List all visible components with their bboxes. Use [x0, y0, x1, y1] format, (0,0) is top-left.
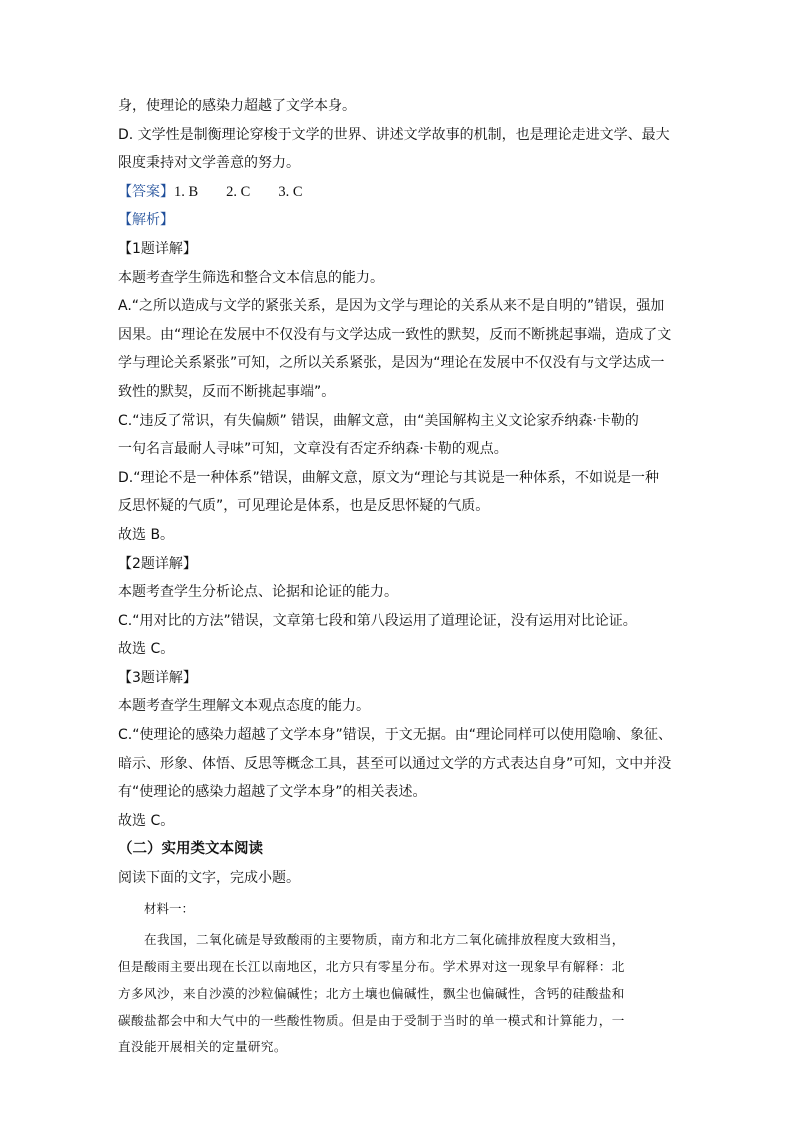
text-line: C.“使理论的感染力超越了文学本身”错误，于文无据。由“理论同样可以使用隐喻、象征、	[118, 727, 672, 744]
text-line: C.“用对比的方法”错误，文章第七段和第八段运用了道理论证，没有运用对比论证。	[118, 612, 637, 629]
text-line: D. 文学性是制衡理论穿梭于文学的世界、讲述文学故事的机制，也是理论走进文学、最大	[118, 126, 670, 143]
material-passage	[118, 927, 684, 1061]
text-line: 本题考查学生筛选和整合文本信息的能力。	[118, 269, 384, 286]
text-line: 故选 B。	[118, 526, 175, 543]
answer-value: 2. C	[226, 183, 251, 200]
text-line: 有“使理论的感染力超越了文学本身”的相关表述。	[118, 784, 427, 801]
material-line: 方多风沙，来自沙漠的沙粒偏碱性；北方土壤也偏碱性，飘尘也偏碱性，含钙的硅酸盐和	[118, 985, 625, 1001]
q3-tag: 【3题详解】	[118, 669, 197, 686]
text-line: 因果。由“理论在发展中不仅没有与文学达成一致性的默契，反而不断挑起事端，造成了文	[118, 326, 672, 343]
q2-tag: 【2题详解】	[118, 555, 197, 572]
text-line: 故选 C。	[118, 812, 175, 829]
material-line: 碳酸盐都会中和大气中的一些酸性物质。但是由于受制于当时的单一模式和计算能力，一	[118, 1012, 625, 1028]
text-line: 一句名言最耐人寻味”可知，文章没有否定乔纳森·卡勒的观点。	[118, 441, 508, 458]
text-line: C.“违反了常识，有失偏颇” 错误，曲解文意，由“美国解构主义文论家乔纳森·卡勒的	[118, 412, 639, 429]
text-line: 致性的默契，反而不断挑起事端”。	[118, 383, 336, 400]
analysis-tag: 【解析】	[118, 212, 174, 229]
material-label: 材料一：	[144, 900, 195, 916]
material-line: 但是酸雨主要出现在长江以南地区，北方只有零星分布。学术界对这一现象早有解释：北	[118, 959, 625, 975]
answer-line	[118, 178, 684, 207]
answer-values	[174, 184, 331, 200]
material-line: 在我国，二氧化硫是导致酸雨的主要物质，南方和北方二氧化硫排放程度大致相当，	[144, 932, 625, 948]
text-line: 故选 C。	[118, 641, 175, 658]
text-line: A.“之所以造成与文学的紧张关系，是因为文学与理论的关系从来不是自明的”错误，强加	[118, 298, 665, 315]
answer-tag: 【答案】	[118, 183, 174, 200]
text-line: 限度秉持对文学善意的努力。	[118, 155, 300, 172]
answer-value: 1. B	[174, 183, 199, 200]
text-line: 本题考查学生分析论点、论据和论证的能力。	[118, 584, 398, 601]
answer-value: 3. C	[278, 183, 303, 200]
section-heading: （二）实用类文本阅读	[118, 841, 263, 858]
text-line: 反思怀疑的气质”，可见理论是体系，也是反思怀疑的气质。	[118, 498, 490, 515]
text-line: 学与理论关系紧张”可知，之所以关系紧张，是因为“理论在发展中不仅没有与文学达成一	[118, 355, 665, 372]
text-line: D.“理论不是一种体系”错误，曲解文意，原文为“理论与其说是一种体系，不如说是一种	[118, 469, 659, 486]
q1-tag: 【1题详解】	[118, 240, 197, 257]
section-instruction: 阅读下面的文字，完成小题。	[118, 870, 300, 887]
text-line: 身，使理论的感染力超越了文学本身。	[118, 98, 356, 114]
material-line: 直没能开展相关的定量研究。	[118, 1039, 287, 1055]
text-line: 本题考查学生理解文本观点态度的能力。	[118, 698, 370, 715]
text-line: 暗示、形象、体悟、反思等概念工具，甚至可以通过文学的方式表达自身”可知，文中并没	[118, 755, 672, 772]
